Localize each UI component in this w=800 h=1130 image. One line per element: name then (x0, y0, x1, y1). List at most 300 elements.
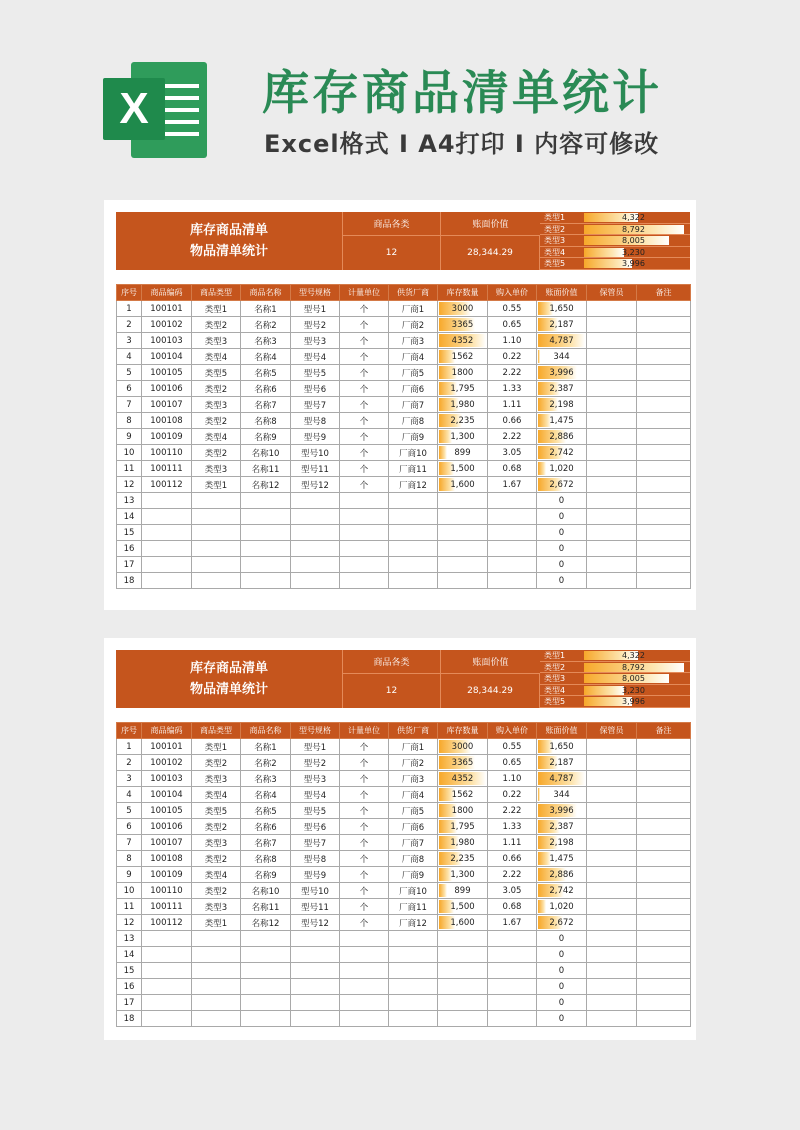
cell-value[interactable] (537, 851, 587, 867)
cell-qty[interactable] (438, 365, 488, 381)
cell-no[interactable]: 2 (117, 755, 142, 771)
cell-name[interactable]: 名称7 (241, 397, 291, 413)
cell-qty[interactable] (438, 525, 488, 541)
cell-supplier[interactable]: 厂商3 (389, 333, 438, 349)
cell-qty[interactable] (438, 413, 488, 429)
cell-type[interactable]: 类型3 (192, 771, 241, 787)
cell-unit[interactable]: 个 (340, 397, 389, 413)
cell-qty[interactable] (438, 429, 488, 445)
cell-name[interactable] (241, 525, 291, 541)
cell-value[interactable] (537, 819, 587, 835)
cell-no[interactable]: 4 (117, 349, 142, 365)
cell-note[interactable] (637, 771, 691, 787)
cell-note[interactable] (637, 915, 691, 931)
cell-supplier[interactable] (389, 573, 438, 589)
cell-value[interactable] (537, 803, 587, 819)
cell-value[interactable]: 0 (537, 931, 587, 947)
cell-unit[interactable] (340, 979, 389, 995)
cell-qty[interactable] (438, 851, 488, 867)
cell-unit[interactable]: 个 (340, 413, 389, 429)
cell-code[interactable]: 100106 (142, 381, 192, 397)
cell-unit[interactable] (340, 995, 389, 1011)
cell-supplier[interactable]: 厂商4 (389, 349, 438, 365)
cell-value[interactable] (537, 381, 587, 397)
cell-note[interactable] (637, 851, 691, 867)
cell-note[interactable] (637, 525, 691, 541)
cell-name[interactable] (241, 493, 291, 509)
cell-qty[interactable] (438, 573, 488, 589)
cell-type[interactable]: 类型5 (192, 803, 241, 819)
cell-price[interactable]: 0.68 (488, 899, 537, 915)
cell-note[interactable] (637, 381, 691, 397)
cell-name[interactable] (241, 1011, 291, 1027)
cell-qty[interactable] (438, 349, 488, 365)
cell-type[interactable] (192, 525, 241, 541)
cell-unit[interactable]: 个 (340, 461, 389, 477)
cell-model[interactable]: 型号8 (291, 851, 340, 867)
cell-price[interactable]: 0.66 (488, 413, 537, 429)
cell-price[interactable]: 2.22 (488, 803, 537, 819)
cell-code[interactable]: 100110 (142, 445, 192, 461)
cell-name[interactable]: 名称9 (241, 429, 291, 445)
cell-price[interactable] (488, 493, 537, 509)
cell-name[interactable]: 名称5 (241, 803, 291, 819)
cell-model[interactable]: 型号12 (291, 477, 340, 493)
cell-unit[interactable] (340, 557, 389, 573)
cell-supplier[interactable]: 厂商3 (389, 771, 438, 787)
cell-unit[interactable]: 个 (340, 867, 389, 883)
cell-name[interactable]: 名称6 (241, 381, 291, 397)
cell-qty[interactable] (438, 995, 488, 1011)
cell-keeper[interactable] (587, 883, 637, 899)
cell-note[interactable] (637, 509, 691, 525)
cell-value[interactable] (537, 429, 587, 445)
cell-unit[interactable]: 个 (340, 349, 389, 365)
cell-note[interactable] (637, 1011, 691, 1027)
cell-value[interactable] (537, 883, 587, 899)
cell-type[interactable]: 类型1 (192, 739, 241, 755)
cell-price[interactable] (488, 525, 537, 541)
cell-keeper[interactable] (587, 541, 637, 557)
cell-model[interactable]: 型号1 (291, 739, 340, 755)
cell-keeper[interactable] (587, 333, 637, 349)
cell-note[interactable] (637, 995, 691, 1011)
cell-type[interactable]: 类型3 (192, 461, 241, 477)
cell-unit[interactable]: 个 (340, 365, 389, 381)
cell-keeper[interactable] (587, 835, 637, 851)
cell-value[interactable] (537, 445, 587, 461)
cell-model[interactable]: 型号10 (291, 445, 340, 461)
cell-price[interactable]: 1.11 (488, 835, 537, 851)
cell-code[interactable]: 100103 (142, 771, 192, 787)
cell-name[interactable]: 名称2 (241, 317, 291, 333)
cell-model[interactable]: 型号3 (291, 771, 340, 787)
cell-price[interactable] (488, 947, 537, 963)
cell-keeper[interactable] (587, 947, 637, 963)
cell-type[interactable]: 类型1 (192, 301, 241, 317)
cell-code[interactable] (142, 931, 192, 947)
cell-code[interactable]: 100107 (142, 397, 192, 413)
cell-value[interactable] (537, 755, 587, 771)
cell-code[interactable]: 100107 (142, 835, 192, 851)
cell-supplier[interactable] (389, 525, 438, 541)
cell-keeper[interactable] (587, 413, 637, 429)
cell-name[interactable] (241, 509, 291, 525)
cell-code[interactable]: 100112 (142, 915, 192, 931)
cell-model[interactable]: 型号7 (291, 835, 340, 851)
cell-supplier[interactable]: 厂商11 (389, 461, 438, 477)
cell-type[interactable]: 类型4 (192, 349, 241, 365)
cell-no[interactable]: 14 (117, 509, 142, 525)
cell-no[interactable]: 2 (117, 317, 142, 333)
cell-no[interactable]: 10 (117, 883, 142, 899)
cell-value[interactable] (537, 397, 587, 413)
cell-model[interactable] (291, 947, 340, 963)
cell-type[interactable]: 类型5 (192, 365, 241, 381)
cell-supplier[interactable]: 厂商9 (389, 429, 438, 445)
cell-no[interactable]: 18 (117, 573, 142, 589)
cell-type[interactable]: 类型4 (192, 787, 241, 803)
cell-qty[interactable] (438, 493, 488, 509)
cell-value[interactable] (537, 365, 587, 381)
cell-code[interactable]: 100110 (142, 883, 192, 899)
cell-note[interactable] (637, 365, 691, 381)
cell-supplier[interactable] (389, 963, 438, 979)
cell-price[interactable]: 1.67 (488, 477, 537, 493)
cell-code[interactable]: 100102 (142, 755, 192, 771)
cell-name[interactable]: 名称4 (241, 349, 291, 365)
cell-keeper[interactable] (587, 509, 637, 525)
cell-qty[interactable] (438, 301, 488, 317)
cell-code[interactable]: 100111 (142, 899, 192, 915)
cell-price[interactable]: 0.65 (488, 755, 537, 771)
cell-keeper[interactable] (587, 493, 637, 509)
cell-price[interactable]: 1.33 (488, 819, 537, 835)
cell-name[interactable]: 名称9 (241, 867, 291, 883)
cell-supplier[interactable]: 厂商8 (389, 413, 438, 429)
cell-qty[interactable] (438, 333, 488, 349)
cell-price[interactable] (488, 541, 537, 557)
cell-value[interactable] (537, 317, 587, 333)
cell-code[interactable]: 100104 (142, 349, 192, 365)
cell-value[interactable] (537, 915, 587, 931)
cell-unit[interactable]: 个 (340, 883, 389, 899)
cell-no[interactable]: 4 (117, 787, 142, 803)
cell-model[interactable]: 型号4 (291, 349, 340, 365)
cell-price[interactable]: 0.68 (488, 461, 537, 477)
cell-no[interactable]: 13 (117, 493, 142, 509)
cell-value[interactable] (537, 867, 587, 883)
cell-qty[interactable] (438, 541, 488, 557)
cell-model[interactable]: 型号6 (291, 819, 340, 835)
cell-price[interactable]: 0.65 (488, 317, 537, 333)
cell-name[interactable]: 名称3 (241, 771, 291, 787)
cell-model[interactable]: 型号5 (291, 365, 340, 381)
cell-model[interactable]: 型号7 (291, 397, 340, 413)
cell-code[interactable] (142, 509, 192, 525)
cell-name[interactable]: 名称12 (241, 915, 291, 931)
cell-note[interactable] (637, 413, 691, 429)
cell-price[interactable]: 1.67 (488, 915, 537, 931)
cell-qty[interactable] (438, 317, 488, 333)
cell-unit[interactable]: 个 (340, 787, 389, 803)
cell-name[interactable] (241, 931, 291, 947)
cell-supplier[interactable]: 厂商7 (389, 397, 438, 413)
cell-note[interactable] (637, 899, 691, 915)
cell-note[interactable] (637, 333, 691, 349)
cell-value[interactable] (537, 413, 587, 429)
cell-supplier[interactable] (389, 947, 438, 963)
cell-supplier[interactable]: 厂商11 (389, 899, 438, 915)
cell-model[interactable] (291, 493, 340, 509)
cell-unit[interactable] (340, 947, 389, 963)
cell-type[interactable]: 类型3 (192, 835, 241, 851)
cell-note[interactable] (637, 883, 691, 899)
cell-no[interactable]: 6 (117, 381, 142, 397)
cell-code[interactable] (142, 525, 192, 541)
cell-model[interactable] (291, 979, 340, 995)
cell-type[interactable]: 类型3 (192, 397, 241, 413)
cell-no[interactable]: 1 (117, 739, 142, 755)
cell-name[interactable]: 名称4 (241, 787, 291, 803)
cell-unit[interactable] (340, 493, 389, 509)
cell-note[interactable] (637, 317, 691, 333)
cell-no[interactable]: 13 (117, 931, 142, 947)
cell-keeper[interactable] (587, 381, 637, 397)
cell-type[interactable]: 类型1 (192, 915, 241, 931)
cell-no[interactable]: 9 (117, 867, 142, 883)
cell-qty[interactable] (438, 461, 488, 477)
cell-no[interactable]: 8 (117, 413, 142, 429)
cell-qty[interactable] (438, 557, 488, 573)
cell-price[interactable] (488, 573, 537, 589)
cell-qty[interactable] (438, 915, 488, 931)
cell-supplier[interactable]: 厂商2 (389, 317, 438, 333)
cell-supplier[interactable] (389, 557, 438, 573)
cell-no[interactable]: 7 (117, 397, 142, 413)
cell-code[interactable]: 100106 (142, 819, 192, 835)
cell-price[interactable]: 2.22 (488, 429, 537, 445)
cell-name[interactable]: 名称11 (241, 899, 291, 915)
cell-note[interactable] (637, 493, 691, 509)
cell-model[interactable] (291, 931, 340, 947)
cell-type[interactable]: 类型2 (192, 445, 241, 461)
cell-supplier[interactable]: 厂商8 (389, 851, 438, 867)
cell-no[interactable]: 8 (117, 851, 142, 867)
cell-type[interactable]: 类型1 (192, 477, 241, 493)
cell-code[interactable]: 100101 (142, 301, 192, 317)
cell-no[interactable]: 3 (117, 771, 142, 787)
cell-name[interactable]: 名称5 (241, 365, 291, 381)
cell-value[interactable] (537, 835, 587, 851)
cell-qty[interactable] (438, 1011, 488, 1027)
cell-type[interactable]: 类型2 (192, 381, 241, 397)
cell-keeper[interactable] (587, 461, 637, 477)
cell-no[interactable]: 1 (117, 301, 142, 317)
cell-note[interactable] (637, 429, 691, 445)
cell-name[interactable]: 名称8 (241, 851, 291, 867)
cell-keeper[interactable] (587, 931, 637, 947)
cell-keeper[interactable] (587, 867, 637, 883)
cell-qty[interactable] (438, 947, 488, 963)
cell-price[interactable] (488, 509, 537, 525)
cell-keeper[interactable] (587, 1011, 637, 1027)
cell-price[interactable]: 2.22 (488, 867, 537, 883)
cell-value[interactable] (537, 333, 587, 349)
cell-model[interactable]: 型号9 (291, 429, 340, 445)
cell-type[interactable]: 类型3 (192, 899, 241, 915)
cell-qty[interactable] (438, 867, 488, 883)
cell-note[interactable] (637, 819, 691, 835)
cell-note[interactable] (637, 787, 691, 803)
cell-qty[interactable] (438, 397, 488, 413)
cell-price[interactable]: 1.10 (488, 333, 537, 349)
cell-unit[interactable] (340, 525, 389, 541)
cell-price[interactable]: 1.10 (488, 771, 537, 787)
cell-price[interactable] (488, 995, 537, 1011)
cell-qty[interactable] (438, 771, 488, 787)
cell-keeper[interactable] (587, 787, 637, 803)
cell-value[interactable]: 0 (537, 963, 587, 979)
cell-supplier[interactable] (389, 541, 438, 557)
cell-code[interactable]: 100109 (142, 867, 192, 883)
cell-name[interactable] (241, 995, 291, 1011)
cell-keeper[interactable] (587, 963, 637, 979)
cell-price[interactable] (488, 557, 537, 573)
cell-model[interactable]: 型号2 (291, 317, 340, 333)
cell-qty[interactable] (438, 963, 488, 979)
cell-name[interactable] (241, 947, 291, 963)
cell-unit[interactable]: 个 (340, 381, 389, 397)
cell-type[interactable] (192, 493, 241, 509)
cell-supplier[interactable] (389, 931, 438, 947)
cell-code[interactable]: 100111 (142, 461, 192, 477)
cell-value[interactable] (537, 771, 587, 787)
cell-name[interactable] (241, 573, 291, 589)
cell-code[interactable] (142, 541, 192, 557)
cell-keeper[interactable] (587, 445, 637, 461)
cell-qty[interactable] (438, 445, 488, 461)
cell-note[interactable] (637, 755, 691, 771)
cell-model[interactable]: 型号8 (291, 413, 340, 429)
cell-supplier[interactable]: 厂商5 (389, 365, 438, 381)
cell-value[interactable] (537, 301, 587, 317)
cell-note[interactable] (637, 461, 691, 477)
cell-type[interactable]: 类型3 (192, 333, 241, 349)
cell-qty[interactable] (438, 477, 488, 493)
cell-code[interactable]: 100102 (142, 317, 192, 333)
cell-type[interactable] (192, 557, 241, 573)
cell-model[interactable]: 型号6 (291, 381, 340, 397)
cell-name[interactable]: 名称7 (241, 835, 291, 851)
cell-supplier[interactable] (389, 979, 438, 995)
cell-supplier[interactable] (389, 1011, 438, 1027)
cell-note[interactable] (637, 803, 691, 819)
cell-keeper[interactable] (587, 819, 637, 835)
cell-model[interactable] (291, 963, 340, 979)
cell-no[interactable]: 12 (117, 477, 142, 493)
cell-no[interactable]: 17 (117, 995, 142, 1011)
cell-unit[interactable]: 个 (340, 445, 389, 461)
cell-code[interactable] (142, 1011, 192, 1027)
cell-note[interactable] (637, 349, 691, 365)
cell-supplier[interactable] (389, 493, 438, 509)
cell-qty[interactable] (438, 755, 488, 771)
cell-type[interactable] (192, 947, 241, 963)
cell-model[interactable]: 型号4 (291, 787, 340, 803)
cell-value[interactable]: 0 (537, 525, 587, 541)
cell-model[interactable]: 型号10 (291, 883, 340, 899)
cell-keeper[interactable] (587, 771, 637, 787)
cell-value[interactable] (537, 899, 587, 915)
cell-price[interactable] (488, 931, 537, 947)
cell-unit[interactable]: 个 (340, 851, 389, 867)
cell-unit[interactable]: 个 (340, 429, 389, 445)
cell-model[interactable]: 型号12 (291, 915, 340, 931)
cell-note[interactable] (637, 301, 691, 317)
cell-supplier[interactable]: 厂商1 (389, 739, 438, 755)
cell-type[interactable] (192, 541, 241, 557)
cell-keeper[interactable] (587, 803, 637, 819)
cell-name[interactable]: 名称1 (241, 739, 291, 755)
cell-code[interactable] (142, 557, 192, 573)
cell-no[interactable]: 15 (117, 963, 142, 979)
cell-code[interactable] (142, 963, 192, 979)
cell-code[interactable]: 100103 (142, 333, 192, 349)
cell-qty[interactable] (438, 819, 488, 835)
cell-no[interactable]: 17 (117, 557, 142, 573)
cell-unit[interactable]: 个 (340, 819, 389, 835)
cell-name[interactable] (241, 979, 291, 995)
cell-unit[interactable]: 个 (340, 803, 389, 819)
cell-no[interactable]: 7 (117, 835, 142, 851)
cell-price[interactable] (488, 979, 537, 995)
cell-no[interactable]: 18 (117, 1011, 142, 1027)
cell-supplier[interactable]: 厂商2 (389, 755, 438, 771)
cell-value[interactable]: 0 (537, 541, 587, 557)
cell-price[interactable]: 1.11 (488, 397, 537, 413)
cell-supplier[interactable]: 厂商5 (389, 803, 438, 819)
cell-unit[interactable]: 个 (340, 739, 389, 755)
cell-code[interactable]: 100104 (142, 787, 192, 803)
cell-price[interactable] (488, 1011, 537, 1027)
cell-supplier[interactable]: 厂商4 (389, 787, 438, 803)
cell-type[interactable] (192, 979, 241, 995)
cell-code[interactable] (142, 995, 192, 1011)
cell-name[interactable] (241, 963, 291, 979)
cell-name[interactable] (241, 541, 291, 557)
cell-price[interactable]: 0.22 (488, 349, 537, 365)
cell-keeper[interactable] (587, 739, 637, 755)
cell-unit[interactable]: 个 (340, 755, 389, 771)
cell-name[interactable]: 名称3 (241, 333, 291, 349)
cell-model[interactable]: 型号5 (291, 803, 340, 819)
cell-qty[interactable] (438, 381, 488, 397)
cell-price[interactable]: 2.22 (488, 365, 537, 381)
cell-value[interactable]: 0 (537, 557, 587, 573)
cell-supplier[interactable]: 厂商1 (389, 301, 438, 317)
cell-type[interactable]: 类型4 (192, 867, 241, 883)
cell-price[interactable]: 0.22 (488, 787, 537, 803)
cell-price[interactable]: 0.66 (488, 851, 537, 867)
cell-code[interactable]: 100105 (142, 365, 192, 381)
cell-qty[interactable] (438, 509, 488, 525)
cell-model[interactable] (291, 557, 340, 573)
cell-value[interactable]: 0 (537, 573, 587, 589)
cell-supplier[interactable]: 厂商6 (389, 819, 438, 835)
cell-qty[interactable] (438, 979, 488, 995)
cell-code[interactable]: 100112 (142, 477, 192, 493)
